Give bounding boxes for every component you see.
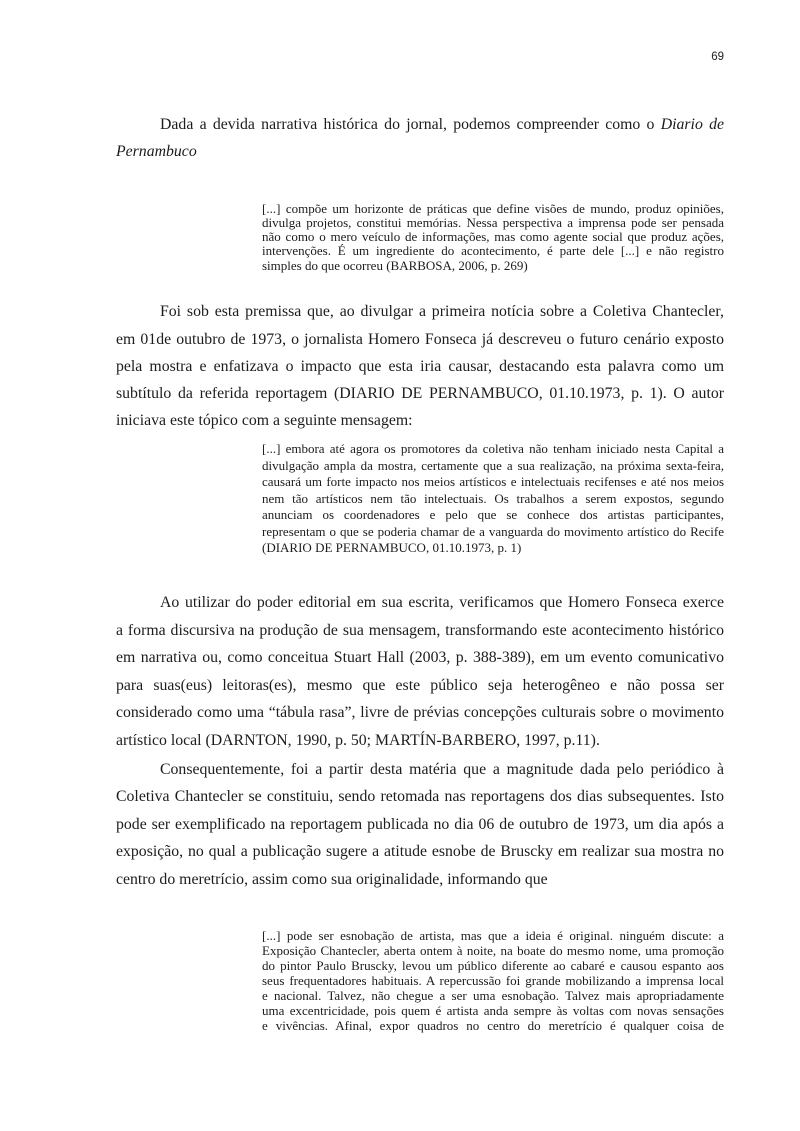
paragraph-line: pela mostra e enfatizava o impacto que esta iria causar, destacando esta palavra como um: [116, 358, 724, 375]
paragraph-line: pode ser exemplificado na reportagem publicada no dia 06 de outubro de 1973, um dia após a: [116, 816, 724, 833]
block-quote-line: divulga projetos, constitui memórias. Nessa perspectiva a imprensa pode ser pensada: [262, 215, 724, 230]
paragraph-line: subtítulo da referida reportagem (DIARIO DE PERNAMBUCO, 01.10.1973, p. 1). O autor: [116, 385, 724, 402]
paragraph-line: para suas(eus) leitoras(es), mesmo que este público seja heterogêneo e não possa ser: [116, 677, 724, 694]
block-quote-line: seus frequentadores habituais. A repercussão foi grande mobilizando a imprensa local: [262, 973, 724, 988]
block-quote-line: causará um forte impacto nos meios artísticos e intelectuais recifenses e até nos meios: [262, 474, 724, 489]
block-quote-line: nem tão artísticos nem tão intelectuais. Os trabalhos a serem expostos, segundo: [262, 491, 724, 506]
block-quote-line: e vivências. Afinal, expor quadros no centro do meretrício é qualquer coisa de: [262, 1018, 724, 1033]
paragraph-line: Coletiva Chantecler se constituiu, sendo retomada nas reportagens dos dias subsequentes. Isto: [116, 788, 724, 805]
paragraph-line: artístico local (DARNTON, 1990, p. 50; MARTÍN-BARBERO, 1997, p.11).: [116, 732, 600, 749]
paragraph-line: iniciava este tópico com a seguinte mensagem:: [116, 412, 413, 429]
block-quote-line: anunciam os coordenadores e pelo que se conhece dos artistas participantes,: [262, 507, 724, 522]
paragraph-line: a forma discursiva na produção de sua mensagem, transformando este acontecimento histórico: [116, 622, 724, 639]
newspaper-title-italic: Diario de: [660, 116, 724, 133]
paragraph-line: Consequentemente, foi a partir desta matéria que a magnitude dada pelo periódico à: [160, 761, 724, 778]
paragraph-line: em narrativa ou, como conceitua Stuart Hall (2003, p. 388-389), em um evento comunicativo: [116, 649, 724, 666]
block-quote-line: Exposição Chantecler, aberta ontem à noite, na boate do mesmo nome, uma promoção: [262, 943, 724, 958]
block-quote-line: representam o que se poderia chamar de a vanguarda do movimento artístico do Recife: [262, 524, 724, 539]
paragraph-line: Foi sob esta premissa que, ao divulgar a primeira notícia sobre a Coletiva Chantecler,: [160, 303, 724, 320]
block-quote-line: uma excentricidade, pois quem é artista anda sempre às voltas com novas sensações: [262, 1003, 724, 1018]
paragraph-line: considerado como uma “tábula rasa”, livre de prévias concepções culturais sobre o movimento: [116, 704, 724, 721]
block-quote-line: divulgação ampla da mostra, certamente que a sua realização, na próxima sexta-feira,: [262, 458, 724, 473]
block-quote-line: do pintor Paulo Bruscky, levou um público diferente ao cabaré e causou espanto aos: [262, 958, 724, 973]
block-quote-line: (DIARIO DE PERNAMBUCO, 01.10.1973, p. 1): [262, 540, 522, 555]
page-number: 69: [711, 51, 724, 63]
block-quote-line: simples do que ocorreu (BARBOSA, 2006, p. 269): [262, 258, 528, 273]
block-quote-line: [...] pode ser esnobação de artista, mas que a ideia é original. ninguém discute: a: [262, 928, 724, 943]
block-quote-line: e nacional. Talvez, não chegue a ser uma esnobação. Talvez mais apropriadamente: [262, 988, 724, 1003]
paragraph-line: centro do meretrício, assim como sua originalidade, informando que: [116, 871, 548, 888]
paragraph-1-text: Dada a devida narrativa histórica do jornal, podemos compreender como o: [160, 116, 655, 133]
paragraph-1-line-2: Pernambuco: [116, 143, 197, 160]
block-quote-line: [...] embora até agora os promotores da coletiva não tenham iniciado nesta Capital a: [262, 441, 724, 456]
paragraph-1-line-1: [160, 115, 724, 135]
paragraph-line: em 01de outubro de 1973, o jornalista Homero Fonseca já descreveu o futuro cenário exposto: [116, 331, 724, 348]
paragraph-line: Ao utilizar do poder editorial em sua escrita, verificamos que Homero Fonseca exerce: [160, 594, 724, 611]
block-quote-line: intervenções. É um ingrediente do acontecimento, é parte dele [...] e não registro: [262, 243, 724, 258]
block-quote-line: [...] compõe um horizonte de práticas que define visões de mundo, produz opiniões,: [262, 201, 724, 216]
block-quote-line: não como o mero veículo de informações, mas como agente social que produz ações,: [262, 229, 724, 244]
paragraph-line: exposição, no qual a publicação sugere a atitude esnobe de Bruscky em realizar sua mostra no: [116, 843, 724, 860]
